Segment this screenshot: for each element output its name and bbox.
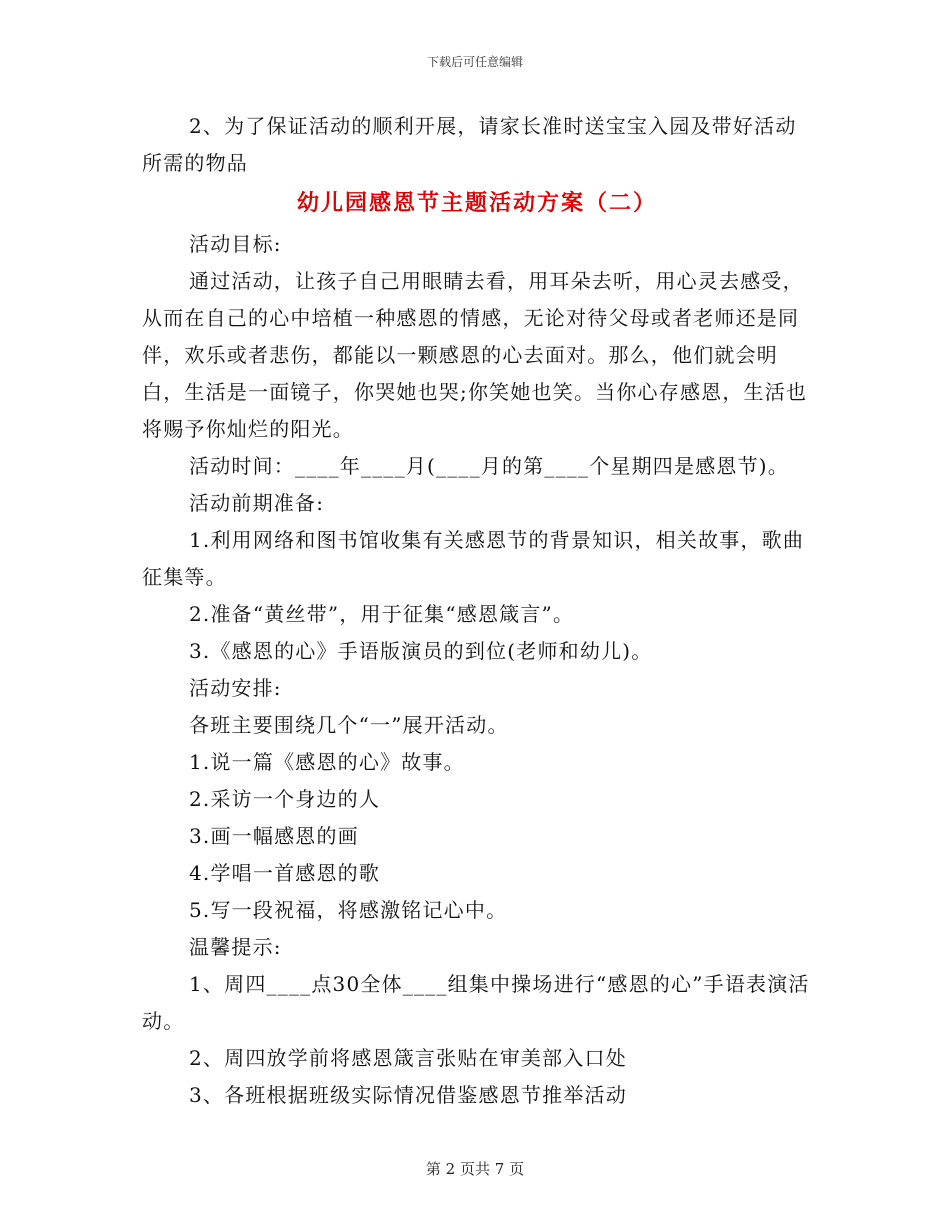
arrangement-item: 5.写一段祝福，将感激铭记心中。 [189, 898, 508, 922]
document-title: 幼儿园感恩节主题活动方案（二） [296, 191, 657, 216]
arrangement-item: 3.画一幅感恩的画 [189, 824, 359, 848]
section-heading-goals: 活动目标: [189, 232, 282, 256]
goals-paragraph: 通过活动，让孩子自己用眼睛去看，用耳朵去听，用心灵去感受，从而在自己的心中培植一种感恩的情感，无论对待父母或者老师还是同伴，欢乐或者悲伤，都能以一颗感恩的心去面对。那么，他们就会明白，生活是一面镜子，你哭她也哭;你笑她也笑。当你心存感恩，生活也将赐予你灿烂的阳光。 [142, 269, 808, 441]
tips-item: 2、周四放学前将感恩箴言张贴在审美部入口处 [189, 1046, 627, 1070]
page-number: 第 2 页共 7 页 [425, 1160, 525, 1178]
arrangement-item: 4.学唱一首感恩的歌 [189, 861, 381, 885]
section-heading-preparation: 活动前期准备: [189, 491, 325, 515]
preparation-item: 1.利用网络和图书馆收集有关感恩节的背景知识，相关故事，歌曲征集等。 [142, 528, 805, 589]
arrangement-item: 1.说一篇《感恩的心》故事。 [189, 750, 465, 774]
document-body [142, 108, 812, 1114]
arrangement-item: 2.采访一个身边的人 [189, 787, 381, 811]
intro-item: 2、为了保证活动的顺利开展，请家长准时送宝宝入园及带好活动所需的物品 [142, 114, 797, 175]
preparation-item: 2.准备“黄丝带”，用于征集“感恩箴言”。 [189, 602, 575, 626]
activity-time: 活动时间：____年____月(____月的第____个星期四是感恩节)。 [189, 454, 790, 478]
tips-item: 3、各班根据班级实际情况借鉴感恩节推举活动 [189, 1083, 627, 1107]
page-header: 下载后可任意编辑 [426, 55, 523, 69]
arrangement-intro: 各班主要围绕几个“一”展开活动。 [189, 713, 509, 737]
preparation-item: 3.《感恩的心》手语版演员的到位(老师和幼儿)。 [189, 639, 653, 663]
section-heading-arrangement: 活动安排: [189, 676, 282, 700]
section-heading-tips: 温馨提示: [189, 935, 282, 959]
tips-item: 1、周四____点30全体____组集中操场进行“感恩的心”手语表演活动。 [142, 972, 810, 1033]
